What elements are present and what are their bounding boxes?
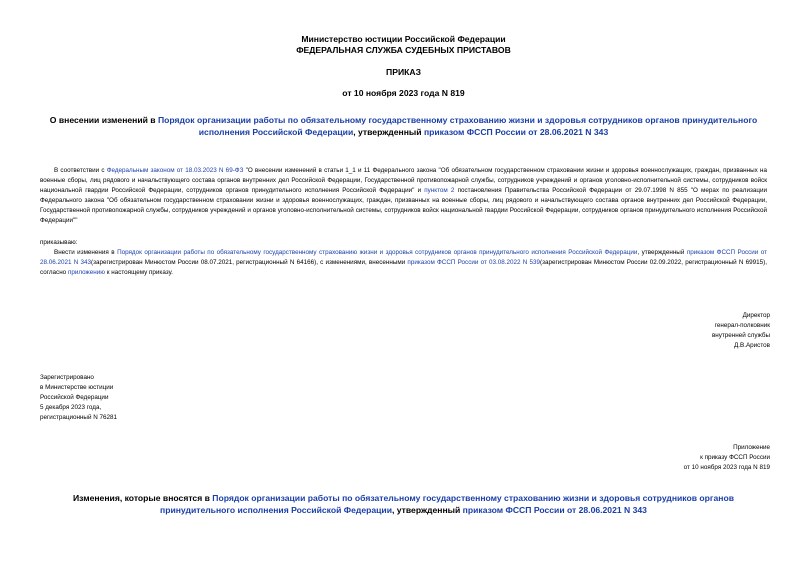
paragraph-text: постановления Правительства Российской Федерации от 29.07.1998 N 855 "О мерах по реализации Федерального закона "Об обязательном государственном страховании жизни и здоровья военнослужащих, граждан, призванных на военные сборы, лиц рядового и начальствующего состава органов внутренних дел Российской Федерации, Государственной противопожарной службы, сотрудников учреждений и органов уголовно-исполнительной системы, сотрудников войск национальной гвардии Российской Федерации, сотрудников органов принудительного исполнения Российской Федерации"" — [40, 187, 767, 224]
registration-line: в Министерстве юстиции — [40, 384, 114, 391]
title-text: , утвержденный — [353, 126, 424, 137]
document-date-number: от 10 ноября 2023 года N 819 — [342, 88, 465, 98]
paragraph-text: (зарегистрирован Минюстом России 08.07.2021, регистрационный N 64166), с изменениями, внесенными — [90, 259, 408, 266]
signer-service: внутренней службы — [711, 332, 770, 339]
order-word: приказываю: — [40, 239, 78, 246]
preamble-paragraph — [40, 166, 767, 226]
paragraph-text: (зарегистрирован Минюстом России 02.09.2022, регистрационный N 69915), согласно — [40, 259, 767, 276]
title-link-procedure[interactable]: Порядок организации работы по обязательному государственному страхованию жизни и здоровья сотрудников органов принудительного исполнения Российской Федерации — [157, 115, 758, 137]
appendix-date: от 10 ноября 2023 года N 819 — [683, 464, 770, 471]
order-paragraph — [40, 248, 767, 278]
paragraph-text: "О внесении изменений в статьи 1_1 и 11 Федерального закона "Об обязательном государственном страховании жизни и здоровья военнослужащих, граждан, призванных на военные сборы, лиц рядового и начальствующего состава органов внутренних дел Российской Федерации, Государственной противопожарной службы, сотрудников учреждений и органов уголовно-исполнительной системы, сотрудников войск национальной гвардии Российской Федерации, сотрудников органов принудительного исполнения Российской Федерации" и — [40, 167, 767, 194]
footer-text: , утвержденный — [392, 504, 463, 515]
paragraph-text: В соответствии с — [54, 167, 107, 174]
clause-2-link[interactable]: пунктом 2 — [424, 187, 455, 194]
registration-line: Зарегистрировано — [40, 374, 94, 381]
ministry-name: Министерство юстиции Российской Федерации — [301, 34, 506, 44]
appendix-label: Приложение — [733, 444, 770, 451]
appendix-title — [40, 493, 767, 516]
title-text: О внесении изменений в — [49, 115, 158, 125]
order-539-link[interactable]: приказом ФССП России от 03.08.2022 N 539 — [407, 259, 541, 266]
signer-rank: генерал-полковник — [714, 322, 770, 329]
paragraph-text: , утвержденный — [637, 249, 687, 256]
procedure-link[interactable]: Порядок организации работы по обязательному государственному страхованию жизни и здоровья сотрудников органов принудительного исполнения Российской Федерации — [117, 249, 638, 256]
document-type: ПРИКАЗ — [386, 67, 421, 77]
appendix-ref: к приказу ФССП России — [700, 454, 770, 461]
service-name: ФЕДЕРАЛЬНАЯ СЛУЖБА СУДЕБНЫХ ПРИСТАВОВ — [296, 45, 511, 55]
appendix-heading — [520, 443, 770, 473]
document-title — [40, 115, 767, 138]
footer-link-order[interactable]: приказом ФССП России от 28.06.2021 N 343 — [462, 504, 647, 515]
paragraph-text: к настоящему приказу. — [104, 269, 173, 276]
footer-link-procedure[interactable]: Порядок организации работы по обязательному государственному страхованию жизни и здоровья сотрудников органов принудительного исполнения Российской Федерации — [160, 493, 734, 515]
registration-block — [40, 373, 240, 423]
document-header — [0, 34, 807, 56]
registration-date: 5 декабря 2023 года, — [40, 404, 102, 411]
paragraph-text: Внести изменения в — [54, 249, 118, 256]
title-link-order[interactable]: приказом ФССП России от 28.06.2021 N 343 — [423, 126, 609, 137]
appendix-link[interactable]: приложению — [67, 269, 105, 276]
registration-number: регистрационный N 76281 — [40, 414, 118, 421]
signer-position: Директор — [742, 312, 770, 319]
federal-law-link[interactable]: Федеральным законом от 18.03.2023 N 69-ФЗ — [106, 167, 244, 174]
order-343-link[interactable]: приказом ФССП России от 28.06.2021 N 343 — [40, 249, 767, 266]
signature-block — [570, 311, 770, 351]
signer-name: Д.В.Аристов — [734, 342, 770, 349]
registration-line: Российской Федерации — [40, 394, 109, 401]
footer-text: Изменения, которые вносятся в — [73, 493, 213, 503]
